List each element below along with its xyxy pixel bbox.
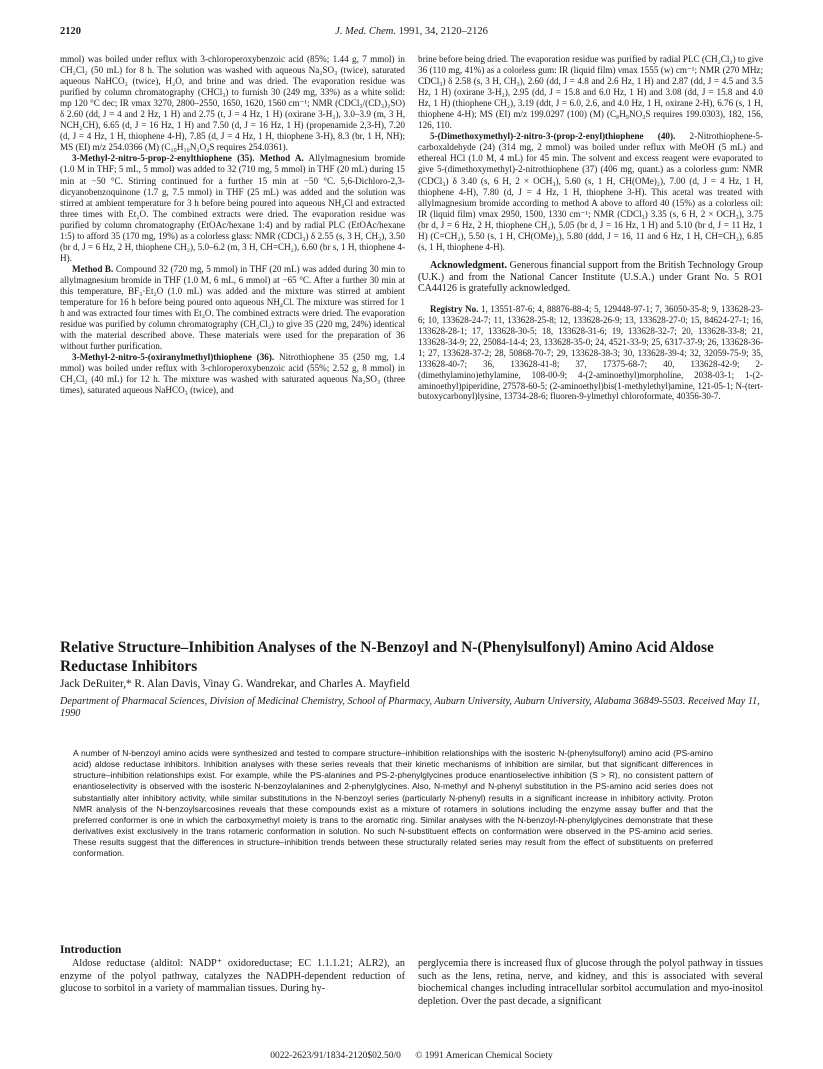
- journal-reference: [60, 26, 763, 37]
- left-column: [60, 54, 405, 396]
- right-column: [418, 54, 763, 402]
- paragraph: brine before being dried. The evaporation residue was purified by radial PLC (CH₂Cl₂) to give 36 (110 mg, 41%) as a colorless gum: IR (liquid film) νmax 1555 (w) cm⁻¹; NMR (270 MHz; CDCl₃) δ 2.58 (s, 3 H, CH₃), 2.60 (dd, J = 4.8 and 2.6 Hz, 1 H) and 2.87 (dd, J = 4.5 and 3.5 Hz, 1 H) (oxirane 3-H₂), 2.95 (dd, J = 15.8 and 6.0 Hz, 1 H) and 3.08 (dd, J = 15.8 and 4.0 Hz, 1 H) (thiophene CH₂), 3.19 (ddt, J = 6.0, 2.6, and 4.0 Hz, 1 H, oxirane 2-H), 6.76 (s, 1 H, thiophene 4-H); MS (EI) m/z 199.0297 (100) (M) (C₈H₉NO₃S requires 199.0303), 182, 156, 126, 110.: [418, 54, 763, 131]
- author-list: Jack DeRuiter,* R. Alan Davis, Vinay G. Wandrekar, and Charles A. Mayfield: [60, 678, 410, 690]
- acknowledgment: Acknowledgment. Generous financial support from the British Technology Group (U.K.) and from the National Cancer Institute (U.S.A.) under Grant No. 5 RO1 CA44126 is gratefully acknowledged.: [418, 259, 764, 295]
- page-number: 2120: [60, 26, 81, 37]
- compound-heading: 3-Methyl-2-nitro-5-prop-2-enylthiophene (35). Method A.: [72, 153, 304, 164]
- paragraph: mmol) was boiled under reflux with 3-chloroperoxybenzoic acid (85%; 1.44 g, 7 mmol) in CH₂Cl₂ (50 mL) for 8 h. The solution was washed with aqueous Na₂SO₃ (twice), saturated aqueous NaHCO₃ (twice), H₂O, and brine and was dried. The evaporation residue was purified by column chromatography (CHCl₃) to furnish 30 (249 mg, 33%) as a white solid: mp 120 °C dec; IR νmax 3270, 2800–2550, 1650, 1620, 1560 cm⁻¹; NMR (CDCl₃/(CD₃)₂SO) δ 2.60 (dd, J = 4 and 2 Hz, 1 H) and 2.75 (t, J = 4 Hz, 1 H) (oxirane 3-H₂), 3.0–3.9 (m, 3 H, NCH₂CH), 6.65 (d, J = 16 Hz, 1 H) and 7.50 (d, J = 16 Hz, 1 H) (propenamide 2,3-H), 7.20 (d, J = 4 Hz, 1 H, thiophene 4-H), 7.85 (d, J = 4 Hz, 1 H, thiophene 3-H), 8.3 (br, 1 H, NH); MS (EI) m/z 254.0366 (M) (C₁₀H₁₀N₂O₄S requires 254.0361).: [60, 54, 405, 153]
- section-heading: Introduction: [60, 944, 122, 956]
- copyright: © 1991 American Chemical Society: [415, 1051, 553, 1061]
- abstract: A number of N-benzoyl amino acids were synthesized and tested to compare structure–inhibition relationships with the isosteric N-(phenylsulfonyl) amino acid (PS-amino acid) aldose reductase inhibitors. Inhibition analyses with these series reveals that their kinetic mechanisms of inhibition are similar, but that significant differences in structure–inhibition relationships exist. For example, while the PS-alanines and PS-2-phenylglycines produce enantioselective inhibition (S > R), no consistent pattern of enantioselectivity is observed with the isosteric N-benzoylalanines and 2-phenylglycines. Also, N-methyl and N-phenyl substitution in the PS-amino acid series does not substantially alter inhibitory activity, while similar substitutions in the N-benzoyl series (particularly N-phenyl) results in a significant increase in inhibitory activity. Proton NMR analysis of the N-benzoylsarcosines reveals that these compounds exist as a mixture of rotamers in solutions including the enzyme assay buffer and that the preferred conformer is one in which the carboxymethyl moiety is trans to the aromatic ring. Similar analyses with the N-benzoyl-N-phenylglycines demonstrate that these derivatives exist exclusively in the trans rotameric conformation in solution. No such N-substituent effects on conformation were observed in the PS-amino acid series. These results suggest that the differences in structure–inhibition trends between these structurally related series may result from the effect of substituents on preferred conformation.: [73, 748, 713, 859]
- affiliation: Department of Pharmacal Sciences, Division of Medicinal Chemistry, School of Pharmacy, Auburn University, Auburn University, Alabama 36849-5503. Received May 11, 1990: [60, 696, 760, 720]
- intro-left-column: Aldose reductase (alditol: NADP⁺ oxidoreductase; EC 1.1.1.21; ALR2), an enzyme of the polyol pathway, catalyzes the NADPH-dependent reduction of glucose to sorbitol in a variety of mammalian tissues. During hy-: [60, 958, 405, 994]
- journal-name: J. Med. Chem.: [335, 26, 397, 37]
- acknowledgment-heading: Acknowledgment.: [430, 259, 507, 271]
- paragraph: Method B. Compound 32 (720 mg, 5 mmol) in THF (20 mL) was added during 30 min to allylmagnesium bromide in THF (1.0 M, 6 mL, 6 mmol) at −65 °C. After a further 30 min at this temperature, BF₃·Et₂O (1.0 mL) was added and the mixture was stirred at ambient temperature for 16 h before being poured onto aqueous NH₄Cl. The mixture was stirred for 1 h and was extracted four times with Et₂O. The combined extracts were dried. The evaporation residue was purified by column chromatography (CH₂Cl₂) to give 35 (220 mg, 24%) identical with the material described above. These materials were used for the preparation of 36 without further purification.: [60, 263, 406, 352]
- compound-heading: 5-(Dimethoxymethyl)-2-nitro-3-(prop-2-enyl)thiophene (40).: [430, 131, 676, 142]
- intro-right-column: perglycemia there is increased flux of glucose through the polyol pathway in tissues such as the lens, retina, nerve, and kidney, and this is associated with several biochemical changes including intracellular sorbitol accumulation and myo-inositol depletion. Over the past decade, a significant: [418, 958, 763, 1007]
- article-title: Relative Structure–Inhibition Analyses of the N-Benzoyl and N-(Phenylsulfonyl) Amino Acid Aldose Reductase Inhibitors: [60, 639, 714, 675]
- registry-heading: Registry No.: [430, 304, 479, 315]
- paragraph: 3-Methyl-2-nitro-5-prop-2-enylthiophene (35). Method A. Allylmagnesium bromide (1.0 M in THF; 5 mL, 5 mmol) was added to 32 (710 mg, 5 mmol) in THF (20 mL) during 15 min at −50 °C. Stirring continued for a further 15 min at −50 °C. 5,6-Dichloro-2,3-dicyanobenzoquinone (1.7 g, 7.5 mmol) in THF (25 mL) was added and the solution was stirred at ambient temperature for 3 h before being poured into aqueous NH₄Cl and extracted three times with Et₂O. The combined extracts were dried. The evaporation residue was purified by column chromatography (EtOAc/hexane 1:4) and by radial PLC (EtOAc/hexane 1:5) to afford 35 (170 mg, 19%) as a colorless glass: NMR (CDCl₃) δ 2.55 (s, 3 H, CH₃), 3.50 (br d, J = 6 Hz, 2 H, thiophene CH₂), 5.0–6.2 (m, 3 H, CH=CH₂), 6.60 (br s, 1 H, thiophene 4-H).: [60, 153, 405, 263]
- page-footer: [60, 1051, 763, 1061]
- running-header: [60, 26, 763, 40]
- registry-numbers: Registry No. 1, 13551-87-6; 4, 88876-88-4; 5, 129448-97-1; 7, 36050-35-8; 9, 133628-23-6; 10, 133628-24-7; 11, 133628-25-8; 12, 133628-26-9; 13, 133628-27-0; 15, 84624-27-1; 16, 133628-28-1; 17, 133628-30-5; 18, 133628-31-6; 19, 133628-32-7; 20, 133628-33-8; 21, 133628-34-9; 22, 25084-14-4; 23, 133628-35-0; 24, 4521-33-9; 25, 6317-37-9; 26, 133628-36-1; 27, 133628-37-2; 28, 50868-70-7; 29, 133628-38-3; 30, 133628-39-4; 32, 32059-75-9; 35, 133628-40-7; 36, 133628-41-8; 37, 17375-68-7; 40, 133628-42-9; 2-(dimethylamino)ethylamine, 108-00-9; 4-(2-aminoethyl)morpholine, 2038-03-1; 1-(2-aminoethyl)piperidine, 27578-60-5; (2-aminoethyl)bis(1-methylethyl)amine, 121-05-1; N-(tert-butoxycarbonyl)lysine, 13734-28-6; fluoren-9-ylmethyl chloroformate, 40356-30-7.: [418, 304, 763, 402]
- paragraph: 5-(Dimethoxymethyl)-2-nitro-3-(prop-2-enyl)thiophene (40). 2-Nitrothiophene-5-carboxaldehyde (24) (314 mg, 2 mmol) was boiled under reflux with MeOH (5 mL) and ethereal HCl (1.0 M, 4 mL) for 45 min. The solvent and excess reagent were evaporated to give 5-(dimethoxymethyl)-2-nitrothiophene (37) (406 mg, quant.) as a colorless gum: NMR (CDCl₃) δ 3.40 (s, 6 H, 2 × OCH₃), 5.60 (s, 1 H, CH(OMe)₂), 7.00 (d, J = 4 Hz, 1 H, thiophene 4-H), 7.80 (d, J = 4 Hz, 1 H, thiophene 3-H). This acetal was treated with allylmagnesium bromide according to method A above to afford 40 (15%) as a colorless oil: IR (liquid film) νmax 2950, 1500, 1330 cm⁻¹; NMR (CDCl₃) 3.35 (s, 6 H, 2 × OCH₃), 3.75 (br d, J = 6 Hz, 2 H, thiophene CH₂), 5.05 (br d, J = 16 Hz, 1 H) and 5.10 (br d, J = 11 Hz, 1 H) (C=CH₂), 5.50 (s, 1 H, CH(OMe)₂), 5.80 (ddd, J = 16, 11 and 6 Hz, 1 H, CH=CH₂), 6.85 (s, 1 H, thiophene 4-H).: [418, 131, 763, 252]
- paragraph: 3-Methyl-2-nitro-5-(oxiranylmethyl)thiophene (36). Nitrothiophene 35 (250 mg, 1.4 mmol) was boiled under reflux with 3-chloroperoxybenzoic acid (55%; 2.52 g, 8 mmol) in CH₂Cl₂ (40 mL) for 12 h. The mixture was washed with saturated aqueous Na₂SO₃ (three times), saturated aqueous NaHCO₃ (twice), and: [60, 352, 405, 396]
- compound-heading: 3-Methyl-2-nitro-5-(oxiranylmethyl)thiophene (36).: [72, 352, 275, 363]
- method-heading: Method B.: [72, 263, 114, 274]
- article-code: 0022-2623/91/1834-2120$02.50/0: [270, 1051, 401, 1061]
- volume-info: 1991, 34, 2120–2126: [398, 26, 488, 37]
- journal-page: [60, 26, 764, 1061]
